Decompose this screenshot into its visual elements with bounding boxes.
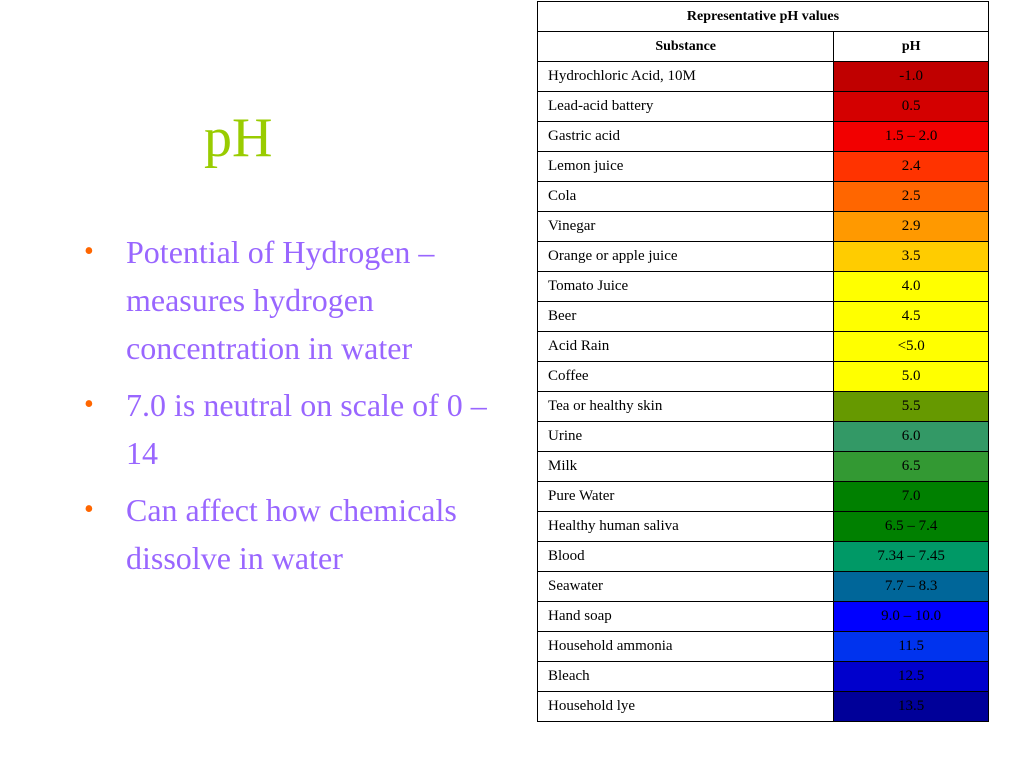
ph-value-cell: 4.0	[834, 272, 989, 302]
table-row	[538, 392, 989, 422]
ph-value-cell: 5.0	[834, 362, 989, 392]
substance-cell: Pure Water	[538, 482, 834, 512]
table-row	[538, 92, 989, 122]
bullet-dot-icon: •	[84, 494, 94, 525]
bullet-item	[84, 228, 524, 372]
column-header-ph: pH	[834, 32, 989, 62]
ph-value-cell: 7.34 – 7.45	[834, 542, 989, 572]
ph-value-cell: 6.5	[834, 452, 989, 482]
table-header-row	[538, 32, 989, 62]
table-caption-row	[538, 2, 989, 32]
ph-value-cell: 13.5	[834, 692, 989, 722]
substance-cell: Gastric acid	[538, 122, 834, 152]
ph-value-cell: 7.0	[834, 482, 989, 512]
slide-title: pH	[204, 107, 273, 169]
ph-value-cell: -1.0	[834, 62, 989, 92]
bullet-list	[84, 228, 524, 591]
table-row	[538, 182, 989, 212]
substance-cell: Vinegar	[538, 212, 834, 242]
table-caption: Representative pH values	[538, 2, 989, 32]
bullet-text: Can affect how chemicals dissolve in water	[126, 492, 457, 576]
bullet-item	[84, 486, 524, 582]
table-row	[538, 362, 989, 392]
substance-cell: Beer	[538, 302, 834, 332]
ph-value-cell: <5.0	[834, 332, 989, 362]
ph-value-cell: 0.5	[834, 92, 989, 122]
table-body	[538, 62, 989, 722]
ph-value-cell: 7.7 – 8.3	[834, 572, 989, 602]
table-row	[538, 422, 989, 452]
substance-cell: Lemon juice	[538, 152, 834, 182]
table-row	[538, 512, 989, 542]
table-row	[538, 542, 989, 572]
ph-value-cell: 3.5	[834, 242, 989, 272]
substance-cell: Tomato Juice	[538, 272, 834, 302]
ph-value-cell: 4.5	[834, 302, 989, 332]
ph-value-cell: 11.5	[834, 632, 989, 662]
ph-value-cell: 9.0 – 10.0	[834, 602, 989, 632]
ph-value-cell: 12.5	[834, 662, 989, 692]
bullet-item	[84, 381, 524, 477]
substance-cell: Milk	[538, 452, 834, 482]
table-row	[538, 452, 989, 482]
ph-value-cell: 5.5	[834, 392, 989, 422]
substance-cell: Bleach	[538, 662, 834, 692]
table-row	[538, 482, 989, 512]
table-row	[538, 572, 989, 602]
ph-value-cell: 6.5 – 7.4	[834, 512, 989, 542]
substance-cell: Household ammonia	[538, 632, 834, 662]
substance-cell: Urine	[538, 422, 834, 452]
table-row	[538, 122, 989, 152]
substance-cell: Healthy human saliva	[538, 512, 834, 542]
bullet-dot-icon: •	[84, 389, 94, 420]
bullet-dot-icon: •	[84, 236, 94, 267]
substance-cell: Lead-acid battery	[538, 92, 834, 122]
substance-cell: Tea or healthy skin	[538, 392, 834, 422]
ph-values-table	[537, 1, 989, 722]
substance-cell: Household lye	[538, 692, 834, 722]
ph-value-cell: 2.9	[834, 212, 989, 242]
column-header-substance: Substance	[538, 32, 834, 62]
table-row	[538, 272, 989, 302]
substance-cell: Hydrochloric Acid, 10M	[538, 62, 834, 92]
ph-value-cell: 2.4	[834, 152, 989, 182]
table-row	[538, 602, 989, 632]
table-row	[538, 212, 989, 242]
table-row	[538, 62, 989, 92]
substance-cell: Seawater	[538, 572, 834, 602]
table-row	[538, 332, 989, 362]
substance-cell: Orange or apple juice	[538, 242, 834, 272]
table-row	[538, 692, 989, 722]
substance-cell: Blood	[538, 542, 834, 572]
table-row	[538, 632, 989, 662]
table-row	[538, 302, 989, 332]
table-row	[538, 662, 989, 692]
substance-cell: Acid Rain	[538, 332, 834, 362]
substance-cell: Coffee	[538, 362, 834, 392]
bullet-text: Potential of Hydrogen – measures hydrogen concentration in water	[126, 234, 435, 366]
table-row	[538, 152, 989, 182]
substance-cell: Cola	[538, 182, 834, 212]
table-row	[538, 242, 989, 272]
ph-value-cell: 2.5	[834, 182, 989, 212]
substance-cell: Hand soap	[538, 602, 834, 632]
ph-value-cell: 6.0	[834, 422, 989, 452]
ph-value-cell: 1.5 – 2.0	[834, 122, 989, 152]
bullet-text: 7.0 is neutral on scale of 0 – 14	[126, 387, 487, 471]
